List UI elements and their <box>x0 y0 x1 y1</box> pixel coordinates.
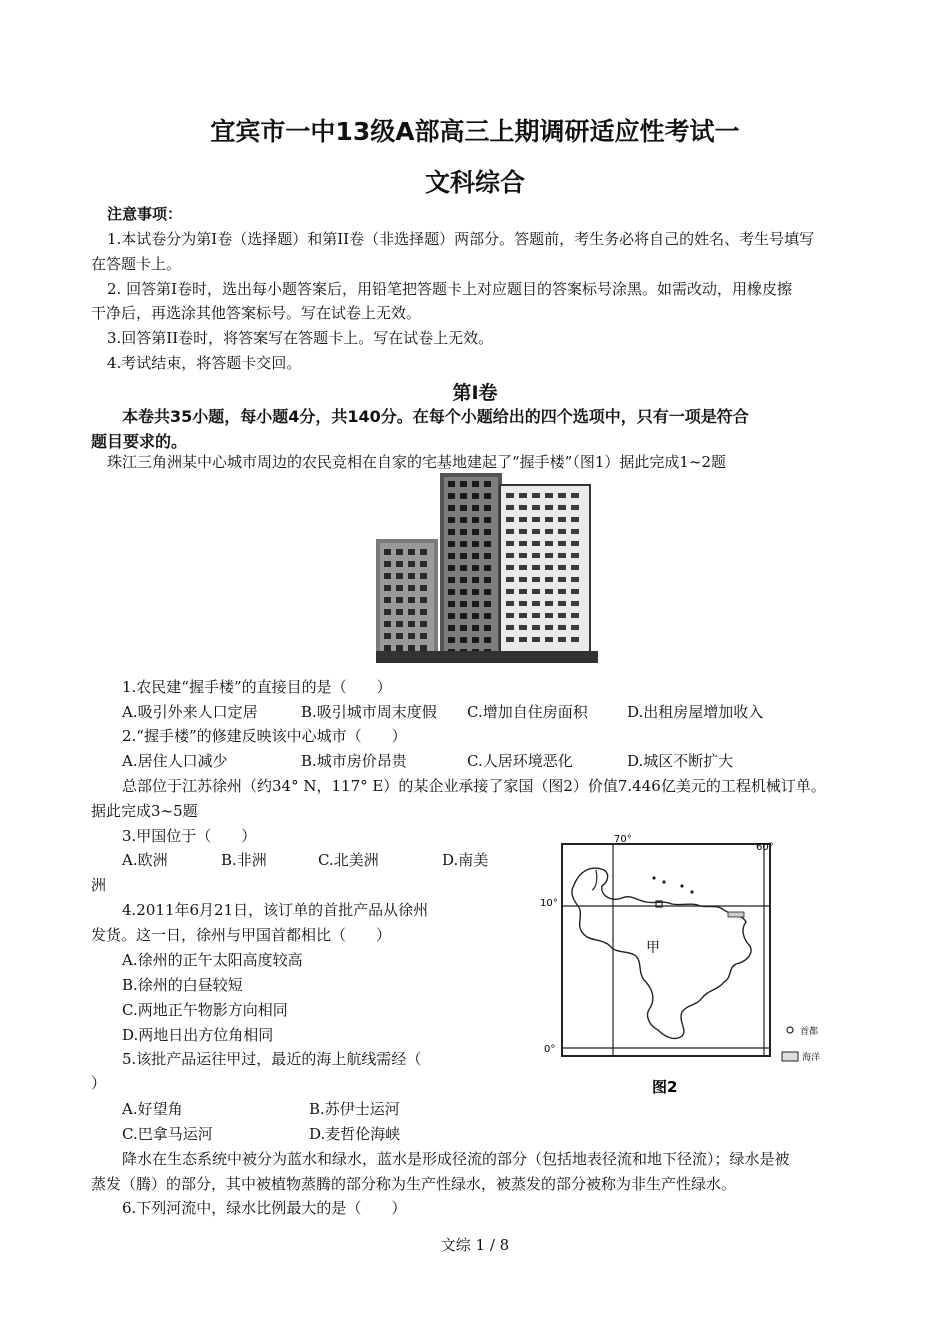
q2-stem: 2.“握手楼”的修建反映该中心城市（ ） <box>122 727 407 745</box>
q1-option-a: A.吸引外来人口定居 <box>122 703 258 721</box>
q5-option-d: D.麦哲伦海峡 <box>309 1125 401 1143</box>
q5-option-c: C.巴拿马运河 <box>122 1125 213 1143</box>
country-outline <box>572 868 751 1038</box>
q2-option-a: A.居住人口减少 <box>122 752 228 770</box>
legend-ocean-label: 海洋 <box>802 1053 821 1063</box>
notice-heading: 注意事项： <box>107 205 183 223</box>
q3-stem: 3.甲国位于（ ） <box>122 827 257 845</box>
q5-option-b: B.苏伊士运河 <box>309 1100 400 1118</box>
lon-label-70: 70° <box>614 834 632 845</box>
q2-option-c: C.人居环境恶化 <box>467 752 573 770</box>
q1-option-b: B.吸引城市周末度假 <box>301 703 437 721</box>
q4-option-b: B.徐州的白昼较短 <box>122 976 243 994</box>
q6-stem: 6.下列河流中，绿水比例最大的是（ ） <box>122 1199 407 1217</box>
country-label-jia: 甲 <box>646 940 660 956</box>
exam-title: 宜宾市一中13级A部高三上期调研适应性考试一 <box>210 117 740 146</box>
notice-line-4: 干净后，再选涂其他答案标号。写在试卷上无效。 <box>91 304 422 322</box>
q5-stem-2: ） <box>91 1074 107 1092</box>
q4-stem-2: 发货。这一日，徐州与甲国首都相比（ ） <box>91 926 392 944</box>
notice-line-5: 3.回答第II卷时，将答案写在答题卡上。写在试卷上无效。 <box>107 329 494 347</box>
q4-option-a: A.徐州的正午太阳高度较高 <box>122 951 303 969</box>
subject-title: 文科综合 <box>424 168 525 197</box>
map-frame <box>562 844 770 1056</box>
section-instruction-1: 本卷共35小题，每小题4分，共140分。在每个小题给出的四个选项中，只有一项是符合 <box>122 407 749 426</box>
section-instruction-2: 题目要求的。 <box>91 432 188 451</box>
q5-stem-1: 5.该批产品运往甲过，最近的海上航线需经（ <box>122 1050 422 1068</box>
lat-label-0: 0° <box>544 1044 556 1055</box>
q4-option-c: C.两地正午物影方向相同 <box>122 1001 288 1019</box>
figure-2-caption: 图2 <box>652 1078 678 1096</box>
intro-q6-line1: 降水在生态系统中被分为蓝水和绿水，蓝水是形成径流的部分（包括地表径流和地下径流）；绿水是被 <box>122 1150 790 1168</box>
page-footer: 文综 1 / 8 <box>440 1236 510 1254</box>
notice-line-6: 4.考试结束，将答题卡交回。 <box>107 354 302 372</box>
q3-option-b: B.非洲 <box>221 851 267 869</box>
q3-option-a: A.欧洲 <box>122 851 168 869</box>
q1-option-c: C.增加自住房面积 <box>467 703 588 721</box>
notice-line-2: 在答题卡上。 <box>91 255 182 273</box>
figure-1-buildings <box>376 473 598 663</box>
notice-line-3: 2. 回答第I卷时，选出每小题答案后，用铅笔把答题卡上对应题目的答案标号涂黑。如需改动，用橡皮擦 <box>107 280 793 298</box>
notice-line-1: 1.本试卷分为第I卷（选择题）和第II卷（非选择题）两部分。答题前，考生务必将自己的姓名、考生号填写 <box>107 230 815 248</box>
intro-q3-5-line2: 据此完成3~5题 <box>91 802 198 820</box>
q3-option-c: C.北美洲 <box>318 851 379 869</box>
legend-capital-label: 首都 <box>800 1027 819 1037</box>
q5-option-a: A.好望角 <box>122 1100 183 1118</box>
building-right <box>500 485 590 663</box>
lon-label-60: 60° <box>756 842 774 853</box>
lat-label-10: 10° <box>540 898 558 909</box>
legend-ocean-symbol <box>782 1052 798 1061</box>
q3-option-d: D.南美 <box>442 851 489 869</box>
q1-stem: 1.农民建“握手楼”的直接目的是（ ） <box>122 678 392 696</box>
q4-stem-1: 4.2011年6月21日，该订单的首批产品从徐州 <box>122 901 429 919</box>
section-heading: 第I卷 <box>452 382 498 404</box>
intro-q3-5-line1: 总部位于江苏徐州（约34° N，117° E）的某企业承接了家国（图2）价值7.446亿美元的工程机械订单。 <box>122 777 826 795</box>
q1-option-d: D.出租房屋增加收入 <box>627 703 764 721</box>
q2-option-d: D.城区不断扩大 <box>627 752 734 770</box>
legend-capital-symbol <box>787 1027 793 1033</box>
q2-option-b: B.城市房价昂贵 <box>301 752 407 770</box>
intro-q1-2: 珠江三角洲某中心城市周边的农民竞相在自家的宅基地建起了“握手楼”（图1）据此完成1~2题 <box>107 453 727 471</box>
q4-option-d: D.两地日出方位角相同 <box>122 1026 274 1044</box>
figure-2-map <box>532 830 852 1100</box>
intro-q6-line2: 蒸发（腾）的部分，其中被植物蒸腾的部分称为生产性绿水，被蒸发的部分被称为非生产性绿水。 <box>91 1175 737 1193</box>
q3-option-d-wrap: 洲 <box>91 876 107 894</box>
